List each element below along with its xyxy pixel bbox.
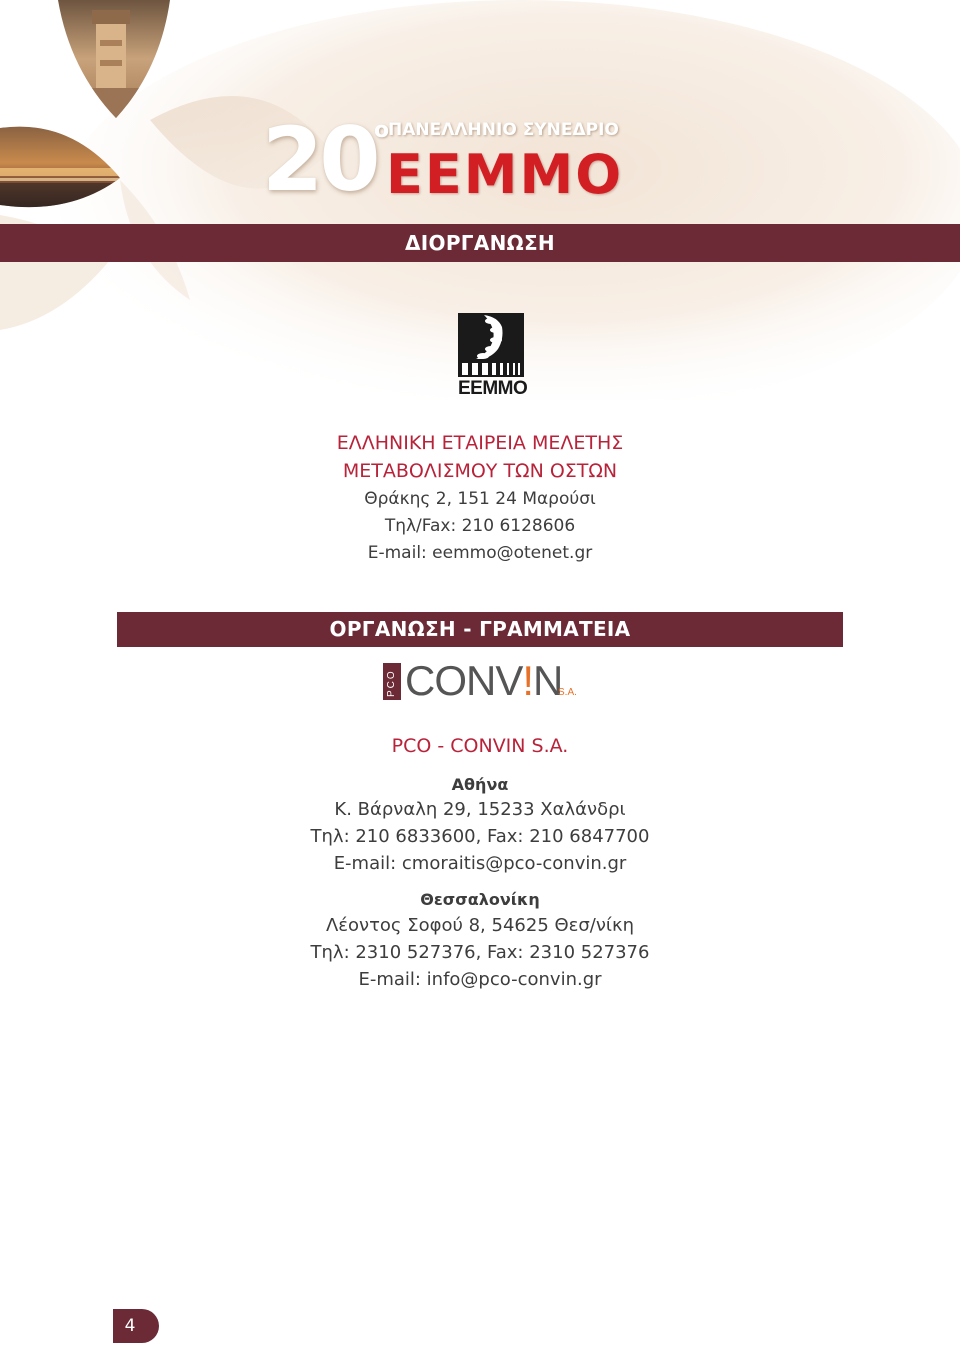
athens-email[interactable]: E-mail: cmoraitis@pco-convin.gr (333, 853, 627, 874)
degree-mark: o (374, 118, 390, 143)
convin-logo (383, 657, 583, 704)
convin-logo-suffix: S.A. (558, 687, 577, 698)
society-address (0, 486, 960, 567)
convin-logo-word-end: N (533, 657, 563, 704)
thessaloniki-contacts (0, 912, 960, 993)
conference-subtitle: ΠΑΝΕΛΛΗΝΙΟ ΣΥΝΕΔΡΙΟ (388, 120, 619, 140)
conference-name: ΕΕΜΜΟ (386, 143, 624, 206)
society-logo (458, 313, 528, 401)
secretariat-section-bar (117, 612, 843, 647)
city-athens: Αθήνα (451, 775, 509, 794)
secretariat-section-title: ΟΡΓΑΝΩΣΗ - ΓΡΑΜΜΑΤΕΙΑ (329, 617, 631, 641)
thessaloniki-phone: Τηλ: 2310 527376, Fax: 2310 527376 (310, 942, 650, 963)
spine-bone-icon (458, 313, 524, 377)
convin-logo-accent: ! (522, 657, 534, 704)
society-name-line: ΜΕΤΑΒΟΛΙΣΜΟΥ ΤΩΝ ΟΣΤΩΝ (342, 460, 618, 482)
athens-phone: Τηλ: 210 6833600, Fax: 210 6847700 (310, 826, 650, 847)
company-name: PCO - CONVIN S.A. (391, 735, 569, 757)
convin-logo-word-start: CONV (405, 657, 523, 704)
society-name-line: ΕΛΛΗΝΙΚΗ ΕΤΑΙΡΕΙΑ ΜΕΛΕΤΗΣ (336, 432, 624, 454)
society-email[interactable]: E-mail: eemmo@otenet.gr (367, 543, 593, 563)
society-phone: Τηλ/Fax: 210 6128606 (384, 516, 576, 536)
edition-number: 20 (262, 108, 377, 211)
convin-logo-word (405, 657, 562, 705)
conference-title (262, 108, 642, 211)
pco-logo-box (383, 663, 401, 700)
athens-address: Κ. Βάρναλη 29, 15233 Χαλάνδρι (334, 799, 626, 820)
pco-logo-label: PCO (386, 669, 397, 697)
thessaloniki-address: Λέοντος Σοφού 8, 54625 Θεσ/νίκη (325, 915, 635, 936)
organizer-section-bar (0, 224, 960, 262)
city-thessaloniki: Θεσσαλονίκη (420, 890, 540, 909)
society-logo-emblem (458, 313, 524, 377)
athens-contacts (0, 796, 960, 877)
page-number: 4 (124, 1316, 136, 1336)
society-street: Θράκης 2, 151 24 Μαρούσι (364, 489, 596, 509)
society-name (0, 429, 960, 485)
organizer-section-title: ΔΙΟΡΓΑΝΩΣΗ (405, 231, 555, 255)
society-logo-text: ΕΕΜΜΟ (458, 378, 528, 399)
thessaloniki-email[interactable]: E-mail: info@pco-convin.gr (358, 969, 602, 990)
page-number-tab (113, 1309, 159, 1343)
